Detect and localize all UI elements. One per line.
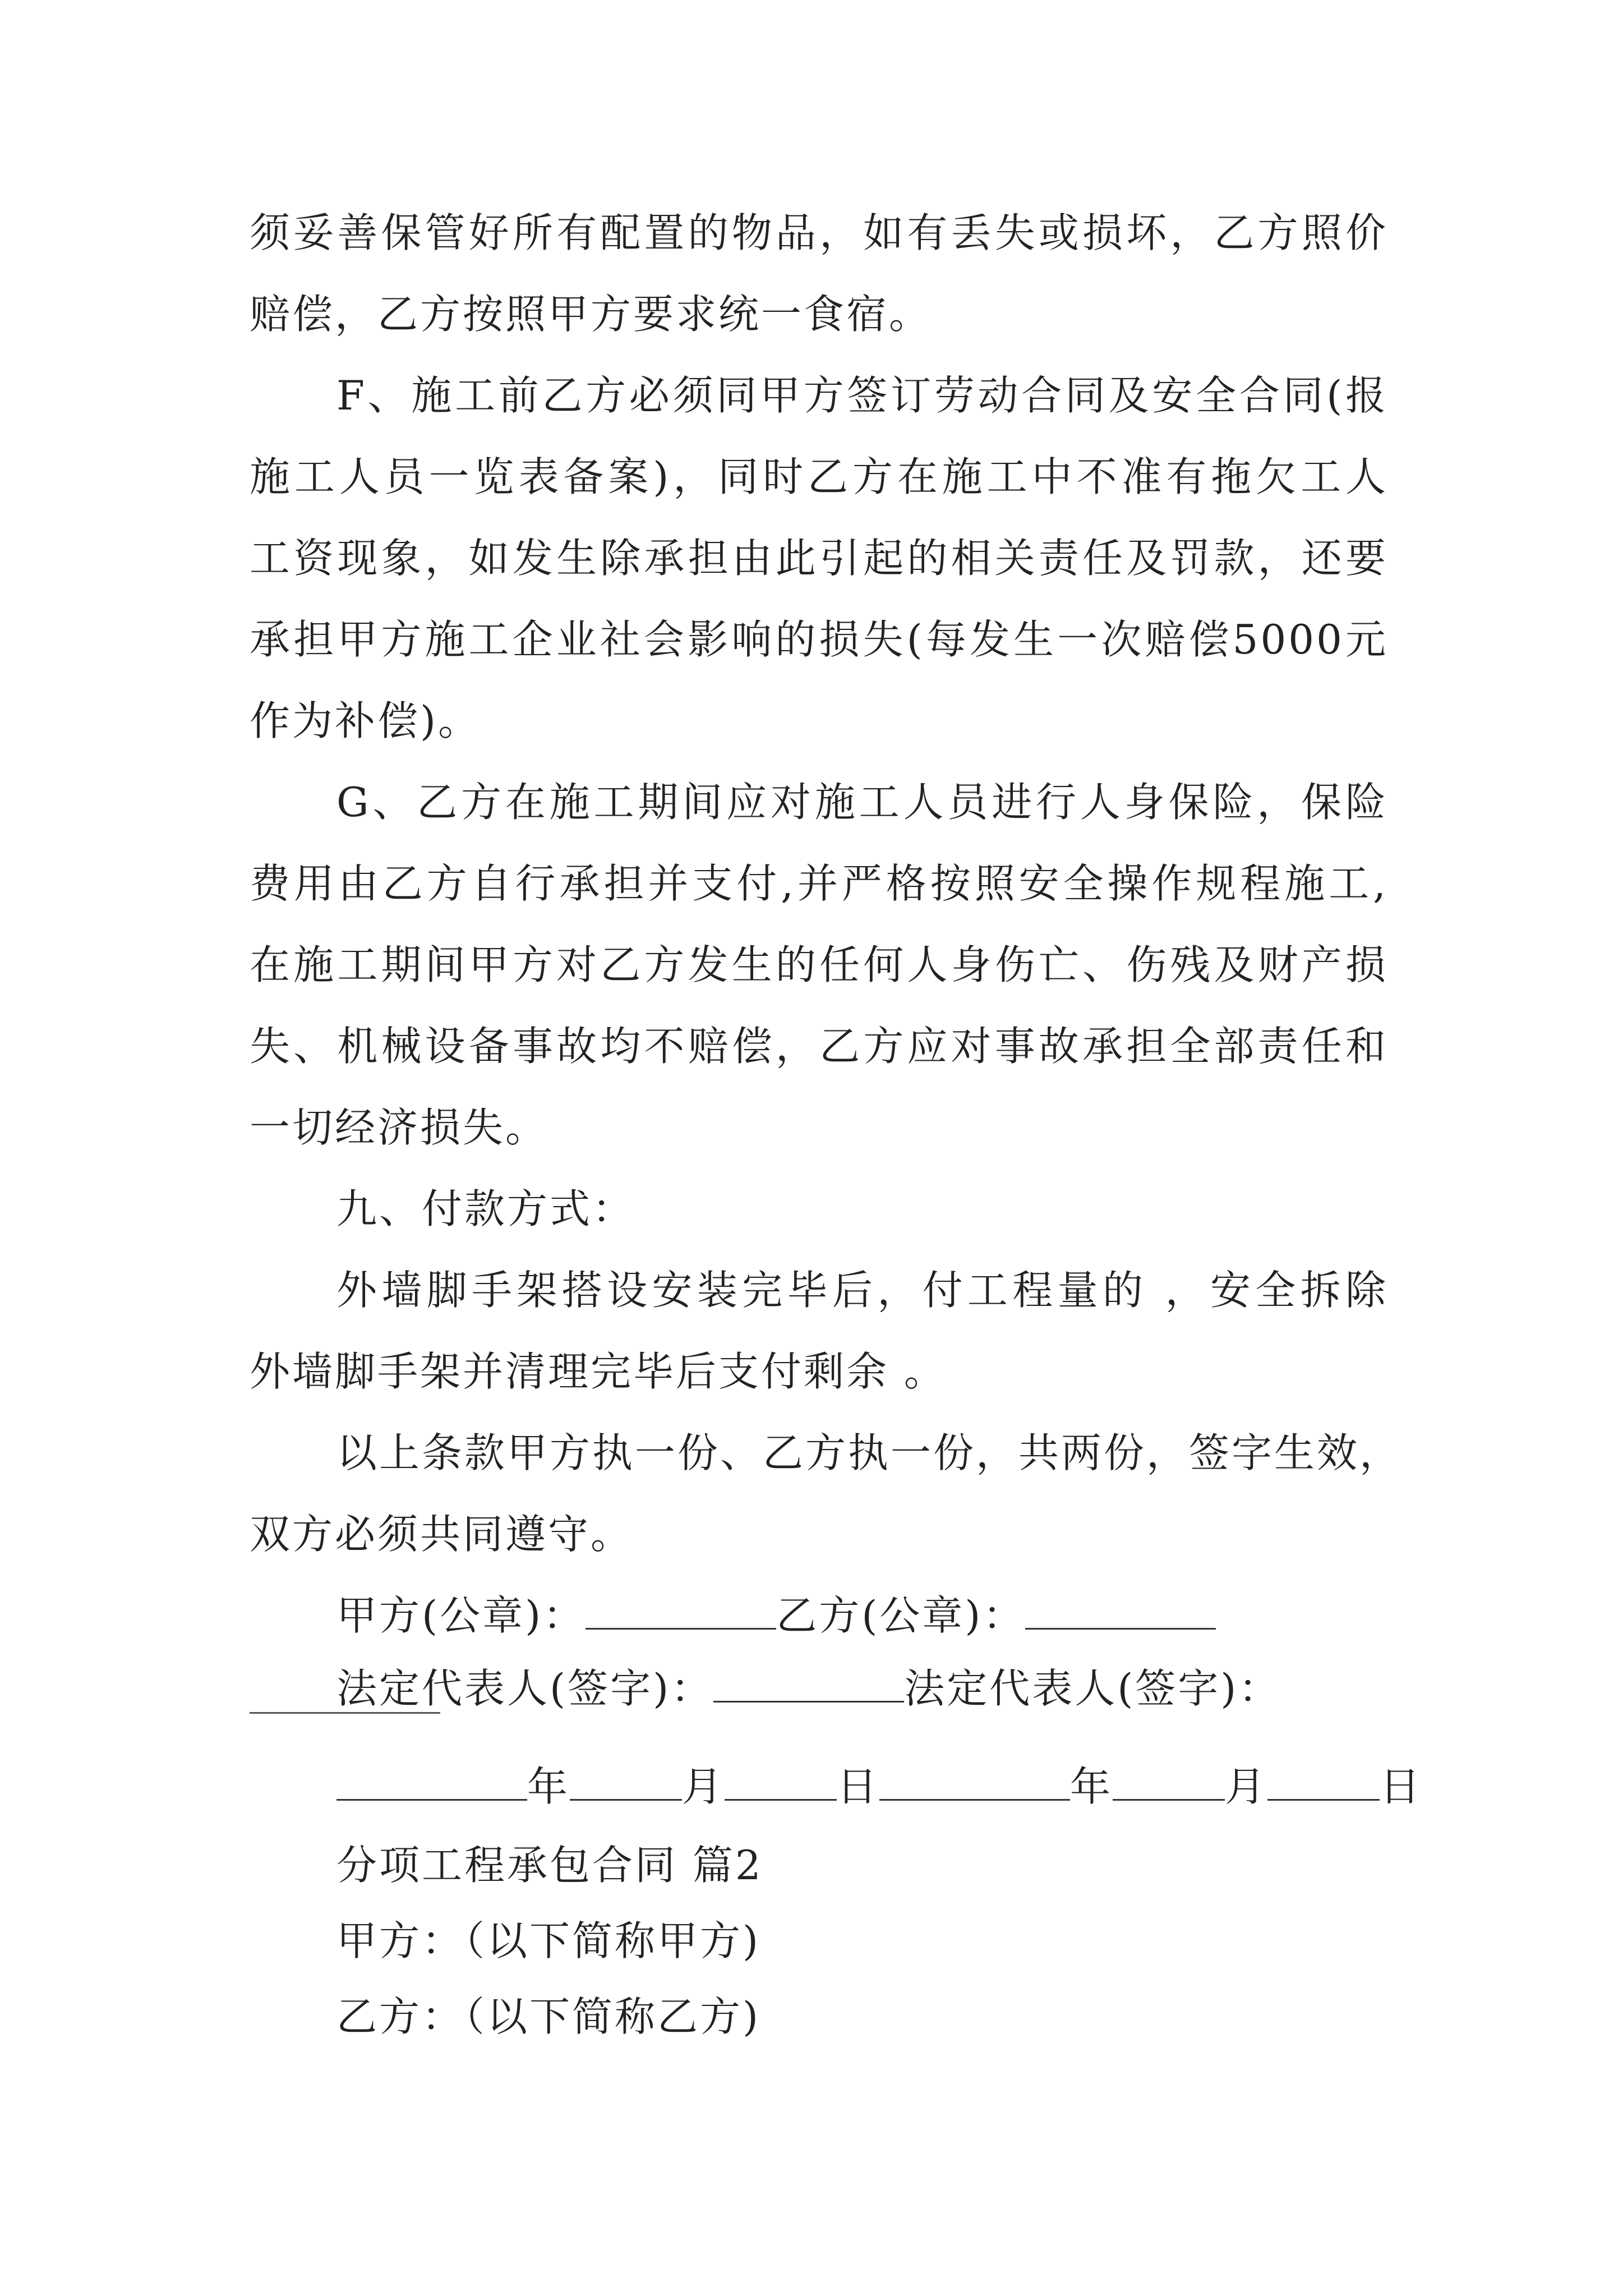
paragraph-g-line-4: 失、机械设备事故均不赔偿，乙方应对事故承担全部责任和 xyxy=(250,1023,1388,1070)
next-contract-title: 分项工程承包合同 篇2 xyxy=(336,1842,763,1889)
paragraph-f-line-2: 施工人员一览表备案)，同时乙方在施工中不准有拖欠工人 xyxy=(250,453,1388,500)
paragraph-f-line-1: F、施工前乙方必须同甲方签订劳动合同及安全合同(报 xyxy=(336,372,1388,419)
date-a-month-label: 月 xyxy=(682,1763,725,1810)
date-b-day-blank[interactable] xyxy=(1267,1764,1380,1801)
party-b-seal-blank[interactable] xyxy=(1025,1593,1216,1630)
date-a-year-blank[interactable] xyxy=(336,1764,527,1801)
paragraph-g-line-3: 在施工期间甲方对乙方发生的任何人身伤亡、伤残及财产损 xyxy=(250,941,1388,988)
paragraph-f-line-4: 承担甲方施工企业社会影响的损失(每发生一次赔偿5000元 xyxy=(250,616,1388,663)
paragraph-e-line-2: 赔偿，乙方按照甲方要求统一食宿。 xyxy=(250,291,932,338)
rep-a-label: 法定代表人(签字)： xyxy=(336,1665,714,1712)
rep-b-label: 法定代表人(签字)： xyxy=(904,1665,1281,1712)
payment-line-1: 外墙脚手架搭设安装完毕后，付工程量的 ，安全拆除 xyxy=(336,1267,1388,1314)
copies-line-1: 以上条款甲方执一份、乙方执一份，共两份，签字生效， xyxy=(336,1429,1403,1476)
date-a-day-blank[interactable] xyxy=(725,1764,837,1801)
party-a-seal-label: 甲方(公章)： xyxy=(336,1592,586,1639)
date-a-year-label: 年 xyxy=(527,1763,570,1810)
paragraph-e-line-1: 须妥善保管好所有配置的物品，如有丢失或损坏，乙方照价 xyxy=(250,209,1388,256)
paragraph-f-line-5: 作为补偿)。 xyxy=(250,697,481,744)
date-a-day-label: 日 xyxy=(837,1763,880,1810)
date-b-year-label: 年 xyxy=(1070,1763,1113,1810)
paragraph-g-line-1: G、乙方在施工期间应对施工人员进行人身保险，保险 xyxy=(336,779,1388,826)
rep-b-signature-line[interactable] xyxy=(250,1712,440,1714)
party-a-seal-blank[interactable] xyxy=(585,1593,776,1630)
representative-row xyxy=(336,1660,1281,1717)
paragraph-g-line-2: 费用由乙方自行承担并支付,并严格按照安全操作规程施工, xyxy=(250,860,1388,907)
date-row xyxy=(336,1759,1422,1815)
paragraph-g-line-5: 一切经济损失。 xyxy=(250,1104,548,1151)
rep-a-blank[interactable] xyxy=(713,1666,904,1703)
seal-row xyxy=(336,1588,1216,1644)
date-a-month-blank[interactable] xyxy=(570,1764,682,1801)
payment-line-2: 外墙脚手架并清理完毕后支付剩余 。 xyxy=(250,1348,947,1395)
date-b-month-blank[interactable] xyxy=(1113,1764,1225,1801)
paragraph-f-line-3: 工资现象，如发生除承担由此引起的相关责任及罚款，还要 xyxy=(250,535,1388,582)
section-nine-heading: 九、付款方式： xyxy=(336,1185,635,1232)
next-contract-party-b: 乙方：（以下简称乙方) xyxy=(336,1993,761,2040)
date-b-month-label: 月 xyxy=(1225,1763,1268,1810)
date-b-year-blank[interactable] xyxy=(879,1764,1070,1801)
party-b-seal-label: 乙方(公章)： xyxy=(776,1592,1026,1639)
next-contract-party-a: 甲方：（以下简称甲方) xyxy=(336,1917,761,1964)
copies-line-2: 双方必须共同遵守。 xyxy=(250,1511,634,1558)
date-b-day-label: 日 xyxy=(1380,1763,1423,1810)
